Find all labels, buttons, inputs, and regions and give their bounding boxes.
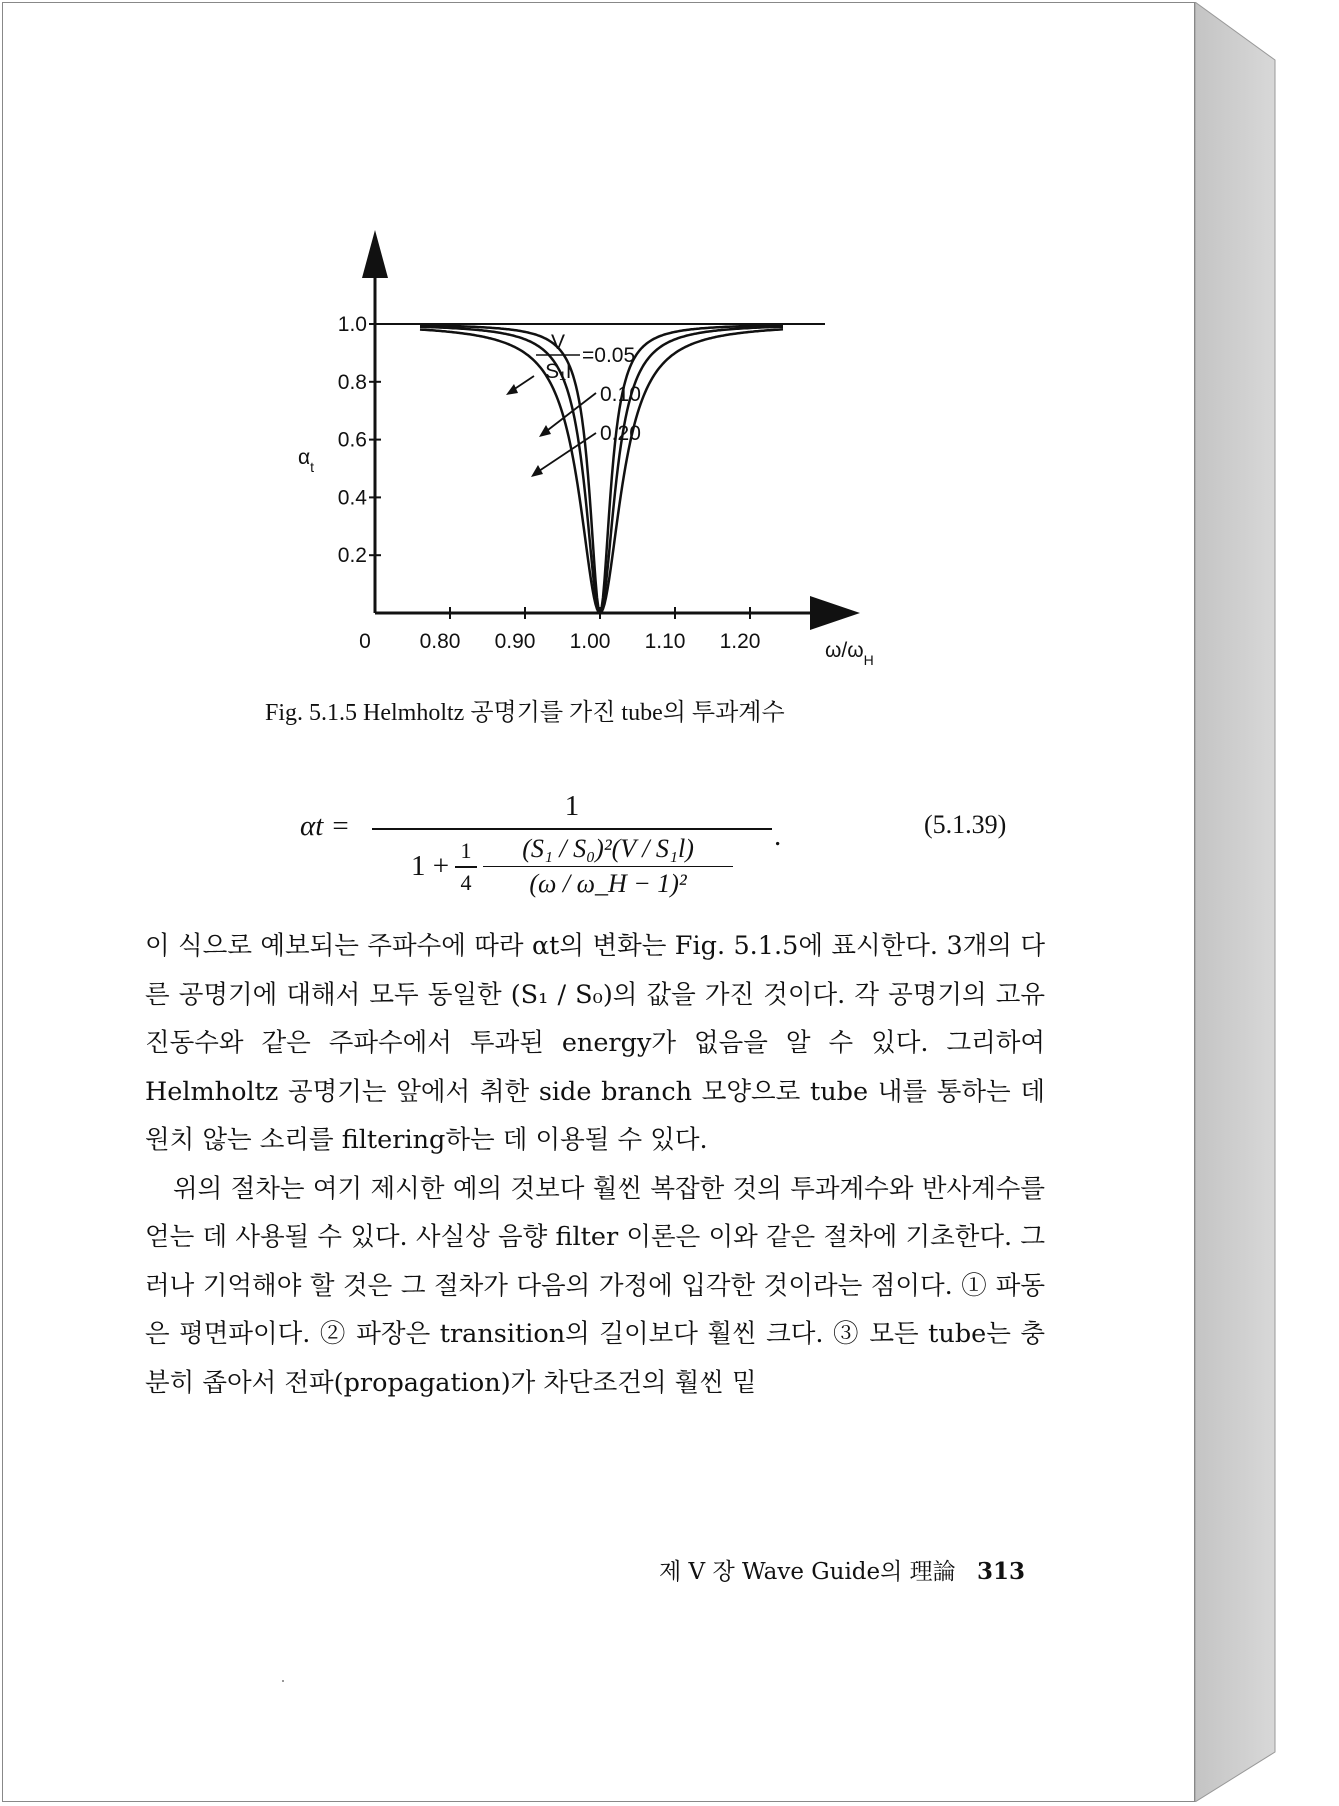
param-label-denominator: S₁l <box>545 360 571 383</box>
fraction-bar <box>372 828 772 830</box>
y-tick-label: 0.8 <box>337 370 367 394</box>
main-fraction <box>372 790 772 899</box>
param-label-numerator: V <box>550 331 566 354</box>
y-axis-label-subscript: t <box>310 459 315 475</box>
speck <box>282 1680 284 1682</box>
x-axis-label-subscript: H <box>863 652 874 668</box>
y-tick-label: 0.2 <box>337 544 367 568</box>
param-label-third: 0.20 <box>600 422 641 445</box>
y-tick-label: 0.6 <box>337 428 367 452</box>
equation-period: . <box>774 820 782 852</box>
x-axis-label: $\omega/\omega_H$ <box>825 639 874 668</box>
running-head: 제 V 장 Wave Guide의 理論 <box>659 1559 956 1585</box>
quarter-denominator: 4 <box>460 869 472 895</box>
quarter-bar <box>455 866 477 868</box>
param-label-first-value: =0.05 <box>582 344 636 367</box>
quarter-fraction <box>455 838 477 896</box>
x-tick-label: 0 <box>359 630 371 653</box>
page-number: 313 <box>976 1558 1025 1585</box>
leader-arrow-icon <box>531 465 543 477</box>
inner-bar <box>483 866 733 867</box>
series-line <box>420 329 783 613</box>
quarter-numerator: 1 <box>460 837 472 863</box>
leader-arrow-icon <box>539 425 551 437</box>
y-tick-label: 0.4 <box>337 486 367 510</box>
x-tick-label: 0.80 <box>419 630 461 653</box>
inner-denominator: (ω / ω_H − 1)² <box>529 869 687 898</box>
x-tick-label: 0.90 <box>494 630 536 653</box>
figure-caption: Fig. 5.1.5 Helmholtz 공명기를 가진 tube의 투과계수 <box>265 700 785 726</box>
y-tick-label: 1.0 <box>337 313 367 336</box>
y-axis-label: $\alpha_t$ <box>298 446 315 475</box>
denominator-prefix: 1 + <box>410 850 450 882</box>
page-footer <box>605 1553 1025 1586</box>
inner-fraction <box>483 834 733 899</box>
main-denominator <box>372 834 772 899</box>
series-line <box>420 327 783 613</box>
equation-lhs: αt = <box>300 810 351 842</box>
main-numerator: 1 <box>564 790 580 822</box>
paragraph-1: 이 식으로 예보되는 주파수에 따라 αt의 변화는 Fig. 5.1.5에 표시한다. 3개의 다른 공명기에 대해서 모두 동일한 (S₁ / S₀)의 값을 가진 것이다. 각 공명기의 고유 진동수와 같은 주파수에서 투과된 energy가 없음을 알 수 있다. 그리하여 Helmholtz 공명기는 앞에서 취한 side branch 모양으로 tube 내를 통하는 데 원치 않는 소리를 filtering하는 데 이용될 수 있다. <box>145 931 1045 1155</box>
x-tick-label: 1.00 <box>569 630 611 653</box>
chart-svg <box>270 228 910 668</box>
leader-arrow-icon <box>506 384 518 395</box>
x-axis-arrow-icon <box>810 596 860 630</box>
inner-numerator: (S₁ / S₀)²(V / S₁l) <box>522 834 694 863</box>
transmission-chart <box>270 228 910 668</box>
x-tick-label: 1.10 <box>644 630 686 653</box>
x-tick-label: 1.20 <box>719 630 761 653</box>
paragraph-2: 위의 절차는 여기 제시한 예의 것보다 훨씬 복잡한 것의 투과계수와 반사계수를 얻는 데 사용될 수 있다. 사실상 음향 filter 이론은 이와 같은 절차에 기초한다. 그러나 기억해야 할 것은 그 절차가 다음의 가정에 입각한 것이라는 점이다. ① 파동은 평면파이다. ② 파장은 transition의 길이보다 훨씬 크다. ③ 모든 tube는 충분히 좁아서 전파(propagation)가 차단조건의 훨씬 밑 <box>145 1173 1045 1398</box>
body-text <box>145 922 1045 1407</box>
series-line <box>420 325 783 613</box>
equation-number: (5.1.39) <box>924 810 1007 839</box>
book-edge <box>1195 2 1285 1802</box>
param-label-second: 0.10 <box>600 383 641 406</box>
y-axis-arrow-icon <box>362 230 388 278</box>
equation-5-1-39 <box>300 790 1040 900</box>
